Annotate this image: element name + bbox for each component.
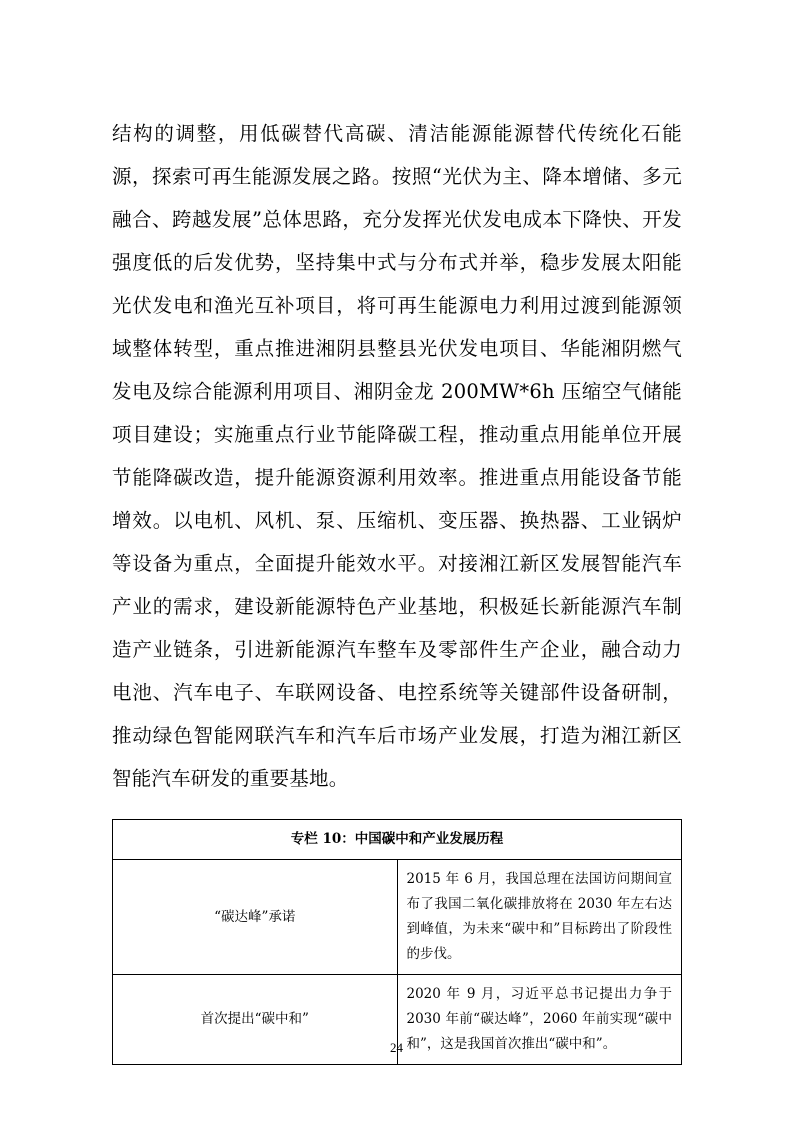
- page-content: [112, 92, 682, 1065]
- row-description: 2020 年 9 月，习近平总书记提出力争于 2030 年前“碳达峰”，2060 年前实现“碳中和”，这是我国首次推出“碳中和”。: [397, 975, 682, 1065]
- table-row: [113, 860, 682, 975]
- callout-table: [112, 819, 682, 1065]
- page-number: 24: [390, 1040, 403, 1055]
- table-row: [113, 820, 682, 860]
- row-label: 首次提出“碳中和”: [113, 975, 398, 1065]
- row-description: 2015 年 6 月，我国总理在法国访问期间宣布了我国二氧化碳排放将在 2030 年左右达到峰值，为未来“碳中和”目标跨出了阶段性的步伐。: [397, 860, 682, 975]
- row-label: “碳达峰”承诺: [113, 860, 398, 975]
- body-paragraph: 结构的调整，用低碳替代高碳、清洁能源能源替代传统化石能源，探索可再生能源发展之路。按照“光伏为主、降本增储、多元融合、跨越发展”总体思路，充分发挥光伏发电成本下降快、开发强度低的后发优势，坚持集中式与分布式并举，稳步发展太阳能光伏发电和渔光互补项目，将可再生能源电力利用过渡到能源领域整体转型，重点推进湘阴县整县光伏发电项目、华能湘阴燃气发电及综合能源利用项目、湘阴金龙 200MW*6h 压缩空气储能项目建设；实施重点行业节能降碳工程，推动重点用能单位开展节能降碳改造，提升能源资源利用效率。推进重点用能设备节能增效。以电机、风机、泵、压缩机、变压器、换热器、工业锅炉等设备为重点，全面提升能效水平。对接湘江新区发展智能汽车产业的需求，建设新能源特色产业基地，积极延长新能源汽车制造产业链条，引进新能源汽车整车及零部件生产企业，融合动力电池、汽车电子、车联网设备、电控系统等关键部件设备研制，推动绿色智能网联汽车和汽车后市场产业发展，打造为湘江新区智能汽车研发的重要基地。: [112, 121, 682, 790]
- callout-title: 专栏 10：中国碳中和产业发展历程: [113, 820, 682, 860]
